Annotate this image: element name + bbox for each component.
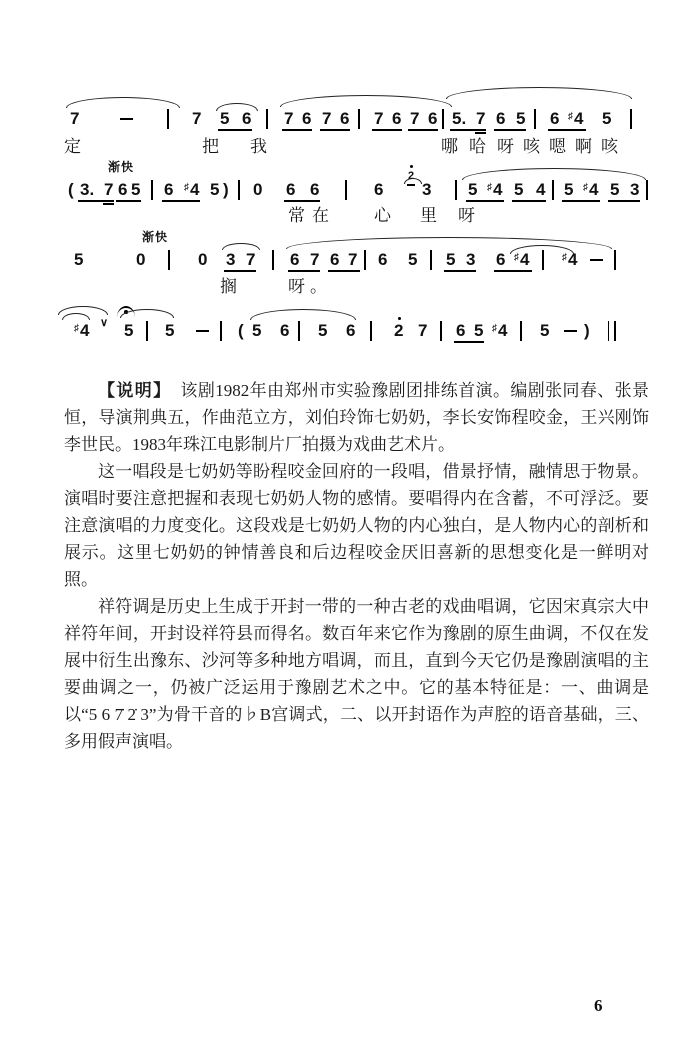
score-note: 6	[496, 250, 506, 269]
score-note: 2	[394, 322, 403, 340]
score-barline	[430, 250, 432, 270]
score-note: 7	[410, 109, 420, 128]
score-barline	[238, 180, 240, 200]
score-note: 7	[418, 321, 428, 340]
lyric: 心	[374, 206, 391, 225]
score-barline	[151, 180, 153, 200]
score-note: 5	[124, 321, 134, 340]
score-note: ♯4	[184, 180, 200, 199]
tempo-mark: 渐快	[108, 160, 135, 174]
slur-arc	[250, 309, 356, 320]
score-note: 6	[330, 250, 340, 269]
score-barline	[168, 250, 170, 270]
beam-line	[562, 200, 600, 202]
lyric: 啊	[575, 137, 592, 156]
beam-line	[162, 200, 200, 202]
score-note: 5	[564, 180, 574, 199]
score-note: 5	[165, 321, 175, 340]
score-note: 5	[610, 180, 620, 199]
lyric: 哈	[469, 137, 486, 156]
beam-line	[328, 270, 360, 272]
score-note: 7	[476, 109, 486, 128]
tempo-mark: 渐快	[142, 230, 169, 244]
score-note: 0	[136, 250, 146, 269]
score-note: 7	[310, 250, 320, 269]
beam-line	[284, 200, 320, 202]
slur-arc	[280, 95, 452, 107]
score-note: (	[68, 180, 74, 199]
dash-line	[564, 330, 577, 332]
score-note: 6	[428, 109, 438, 128]
paragraph-body: 这一唱段是七奶奶等盼程咬金回府的一段唱，借景抒情，融情思于物景。演唱时要注意把握和表现七奶奶人物的感情。要唱得内在含蓄，不可浮泛。要注意演唱的力度变化。这段戏是七奶奶人物的内心独白，是人物内心的剖析和展示。这里七奶奶的钟情善良和后边程咬金厌旧喜新的思想变化是一鲜明对照。	[64, 462, 649, 589]
beam-line	[512, 200, 546, 202]
slur-arc	[222, 243, 260, 250]
beam-line	[218, 129, 252, 131]
score-note: 7	[348, 250, 358, 269]
slur-arc	[66, 97, 180, 108]
slur-arc	[62, 313, 90, 320]
score-barline	[534, 109, 536, 129]
score-note: 6	[310, 180, 320, 199]
score-note: 5	[408, 250, 418, 269]
score-note: 5	[131, 180, 141, 199]
score-note: 5	[74, 250, 84, 269]
paragraph-lead: 【说明】	[98, 381, 164, 400]
score-barline	[345, 180, 347, 200]
score-note: 5	[474, 321, 484, 340]
slur-arc	[462, 168, 646, 180]
score-note: 5	[540, 321, 550, 340]
beam-line	[454, 341, 484, 343]
score-barline	[370, 321, 372, 341]
score-note: 7	[374, 109, 384, 128]
dash-line	[196, 330, 209, 332]
score-barline	[614, 250, 616, 270]
beam-line	[494, 129, 526, 131]
score-note: )	[584, 321, 590, 340]
lyric: 常	[288, 206, 305, 225]
beam-line	[450, 129, 486, 131]
beam-line	[407, 184, 415, 186]
beam-line	[282, 129, 312, 131]
lyric: 呀	[497, 137, 514, 156]
score-barline	[455, 180, 457, 200]
dash-line	[120, 118, 133, 120]
paragraph-body: 祥符调是历史上生成于开封一带的一种古老的戏曲唱调，它因宋真宗大中祥符年间，开封设祥符县而得名。数百年来它作为豫剧的原生曲调，不仅在发展中衍生出豫东、沙河等多种地方唱调，而且，直到今天它仍是豫剧演唱的主要曲调之一，仍被广泛运用于豫剧艺术之中。它的基本特征是：一、曲调是以“5 6 7̇ 2̇ 3”为骨干音的♭B宫调式，二、以开封语作为声腔的语音基础，三、多用假声演唱。	[64, 597, 649, 751]
score-barline	[220, 321, 222, 341]
score-note: ♯4	[583, 180, 599, 199]
score-barline	[364, 250, 366, 270]
beam-line	[116, 200, 141, 202]
score-note: 4	[536, 180, 546, 199]
score-note: 5	[318, 321, 328, 340]
slur-arc	[120, 309, 174, 318]
score-barline	[146, 321, 148, 341]
score-note: 5.	[452, 109, 467, 128]
score-note: 6	[302, 109, 312, 128]
score-barline	[630, 109, 632, 129]
beam-line	[320, 129, 350, 131]
score-note: 5	[514, 180, 524, 199]
score-note: 3.	[80, 180, 95, 199]
score-note: 5	[468, 180, 478, 199]
lyric: 咳	[601, 137, 618, 156]
beam-line	[608, 200, 640, 202]
lyric: 哪	[441, 137, 458, 156]
lyric: 呀	[288, 277, 305, 296]
score-note: 0	[253, 180, 263, 199]
score-note: )	[223, 180, 229, 199]
beam-line	[444, 270, 476, 272]
score-note: 6	[378, 250, 388, 269]
paragraph-body: 该剧1982年由郑州市实验豫剧团排练首演。编剧张同春、张景恒，导演荆典五，作曲范立方，刘伯玲饰七奶奶，李长安饰程咬金，王兴刚饰李世民。1983年珠江电影制片厂拍摄为戏曲艺术片。	[64, 381, 650, 454]
beam-line	[548, 129, 586, 131]
lyric: 我	[250, 137, 267, 156]
score-note: 6	[392, 109, 402, 128]
score-note: 6	[280, 321, 290, 340]
score-note: 6	[164, 180, 174, 199]
score-note: 7	[322, 109, 332, 128]
score-barline	[358, 109, 360, 129]
score-note: 5	[446, 250, 456, 269]
lyric: 在	[312, 206, 329, 225]
score-note: 6	[118, 180, 128, 199]
score-note: ♯4	[492, 321, 508, 340]
score-note: ♯4	[562, 250, 578, 269]
score-note: 6	[290, 250, 300, 269]
score-note: 6	[340, 109, 350, 128]
beam-line	[288, 270, 320, 272]
score-barline	[298, 321, 300, 341]
score-note: 6	[346, 321, 356, 340]
lyric: 搁	[220, 277, 237, 296]
score-barline	[646, 180, 648, 200]
score-note: ♯4	[514, 250, 530, 269]
slur-arc	[446, 87, 632, 99]
beam-line	[78, 200, 114, 202]
score-note: 7	[284, 109, 294, 128]
beam-line	[475, 132, 486, 134]
paragraph-xiangfudiao	[64, 593, 649, 755]
commentary-text	[64, 377, 649, 755]
beam-line	[408, 129, 438, 131]
beam-line	[103, 203, 114, 205]
score-note: 5	[210, 180, 220, 199]
breath-mark-icon: ∨	[100, 317, 109, 329]
score-note: 3	[226, 250, 236, 269]
beam-line	[224, 270, 256, 272]
score-note: 5	[516, 109, 526, 128]
lyric: 咳	[523, 137, 540, 156]
beam-line	[372, 129, 402, 131]
score-note: 3	[630, 180, 640, 199]
slur-arc	[216, 103, 258, 111]
score-note: ♯4	[568, 109, 584, 128]
music-score	[0, 0, 700, 380]
score-note: 5	[602, 109, 612, 128]
score-note: 2	[408, 170, 414, 182]
score-note: ♯4	[487, 180, 503, 199]
score-note: 7	[104, 180, 114, 199]
score-note: 5	[220, 109, 230, 128]
paragraph-changduan	[64, 458, 649, 593]
score-note: 3	[422, 180, 432, 199]
score-barline	[272, 250, 274, 270]
paragraph-shuoming	[64, 377, 649, 458]
page-number: 6	[594, 996, 603, 1015]
dash-line	[590, 259, 603, 261]
score-note: 6	[242, 109, 252, 128]
score-note: 7	[192, 109, 202, 128]
score-note: 7	[246, 250, 256, 269]
score-note: 5	[252, 321, 262, 340]
score-note: ♯4	[74, 321, 90, 340]
score-note: 0	[198, 250, 208, 269]
score-note: 3	[466, 250, 476, 269]
lyric: 。	[310, 277, 327, 296]
score-barline	[520, 321, 522, 341]
score-barline	[167, 109, 169, 129]
lyric: 里	[420, 206, 437, 225]
lyric: 定	[64, 137, 81, 156]
score-note: (	[238, 321, 244, 340]
lyric: 把	[202, 137, 219, 156]
score-barline	[552, 180, 554, 200]
score-note: 6	[456, 321, 466, 340]
score-note: 6	[550, 109, 560, 128]
slur-arc	[404, 178, 422, 184]
score-note: 7	[70, 109, 80, 128]
beam-line	[466, 200, 504, 202]
final-barline	[608, 321, 616, 341]
beam-line	[494, 270, 532, 272]
score-note: 6	[286, 180, 296, 199]
score-barline	[266, 109, 268, 129]
score-barline	[442, 109, 444, 129]
lyric: 呀	[458, 206, 475, 225]
score-barline	[440, 321, 442, 341]
score-note: 6	[374, 180, 384, 199]
lyric: 嗯	[549, 137, 566, 156]
score-note: 6	[496, 109, 506, 128]
